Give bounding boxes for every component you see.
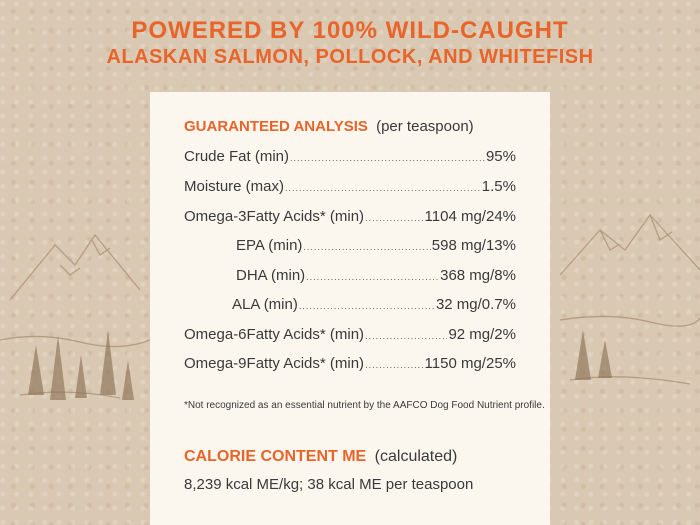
nutrition-card	[150, 92, 550, 525]
analysis-row	[184, 326, 516, 343]
analysis-row-label: EPA (min)	[236, 237, 303, 254]
dot-leader	[285, 183, 481, 193]
calorie-content-title: CALORIE CONTENT ME	[184, 448, 367, 465]
right-mountain	[560, 215, 700, 275]
analysis-row-label: Crude Fat (min)	[184, 148, 290, 165]
dot-leader	[299, 301, 435, 311]
headline-line-2: ALASKAN SALMON, POLLOCK, AND WHITEFISH	[106, 46, 594, 69]
analysis-row-label: Moisture (max)	[184, 178, 285, 195]
tree-icon	[50, 335, 66, 400]
analysis-row-value: 598 mg/13%	[431, 237, 516, 254]
analysis-row	[236, 267, 516, 284]
analysis-row-value: 368 mg/8%	[440, 267, 516, 284]
tree-icon	[575, 330, 591, 380]
analysis-row-value: 92 mg/2%	[448, 326, 516, 343]
analysis-row	[184, 355, 516, 372]
analysis-row	[236, 237, 516, 254]
headline-line-1: POWERED BY 100% WILD-CAUGHT	[131, 17, 569, 44]
analysis-row	[232, 296, 516, 313]
calorie-content-subtitle: (calculated)	[374, 448, 458, 465]
analysis-row-value: 32 mg/0.7%	[435, 296, 516, 313]
analysis-row-value: 1104 mg/24%	[424, 208, 516, 225]
tree-icon	[100, 330, 116, 395]
tree-icon	[75, 355, 87, 398]
headline	[0, 18, 700, 68]
analysis-row	[184, 208, 516, 225]
dot-leader	[303, 242, 430, 252]
calorie-content-heading	[184, 448, 457, 466]
guaranteed-analysis-subtitle: (per teaspoon)	[376, 118, 474, 135]
analysis-row-label: ALA (min)	[232, 296, 298, 313]
calorie-content-value: 8,239 kcal ME/kg; 38 kcal ME per teaspoon	[184, 476, 474, 493]
dot-leader	[365, 213, 423, 223]
analysis-row-value: 1.5%	[481, 178, 516, 195]
analysis-row	[184, 178, 516, 195]
dot-leader	[365, 331, 447, 341]
footnote: *Not recognized as an essential nutrient by the AAFCO Dog Food Nutrient profile.	[184, 400, 545, 411]
dot-leader	[306, 272, 439, 282]
analysis-row-label: Omega-3Fatty Acids* (min)	[184, 208, 365, 225]
guaranteed-analysis-title: GUARANTEED ANALYSIS	[184, 118, 368, 135]
guaranteed-analysis-heading	[184, 118, 474, 135]
dot-leader	[290, 153, 485, 163]
analysis-row-label: DHA (min)	[236, 267, 306, 284]
dot-leader	[365, 360, 423, 370]
tree-icon	[28, 345, 44, 395]
analysis-row-value: 1150 mg/25%	[424, 355, 516, 372]
analysis-row-label: Omega-9Fatty Acids* (min)	[184, 355, 365, 372]
analysis-row	[184, 148, 516, 165]
analysis-row-value: 95%	[485, 148, 516, 165]
analysis-row-label: Omega-6Fatty Acids* (min)	[184, 326, 365, 343]
tree-icon	[598, 340, 612, 378]
tree-icon	[122, 360, 134, 400]
left-mountain	[10, 235, 140, 300]
